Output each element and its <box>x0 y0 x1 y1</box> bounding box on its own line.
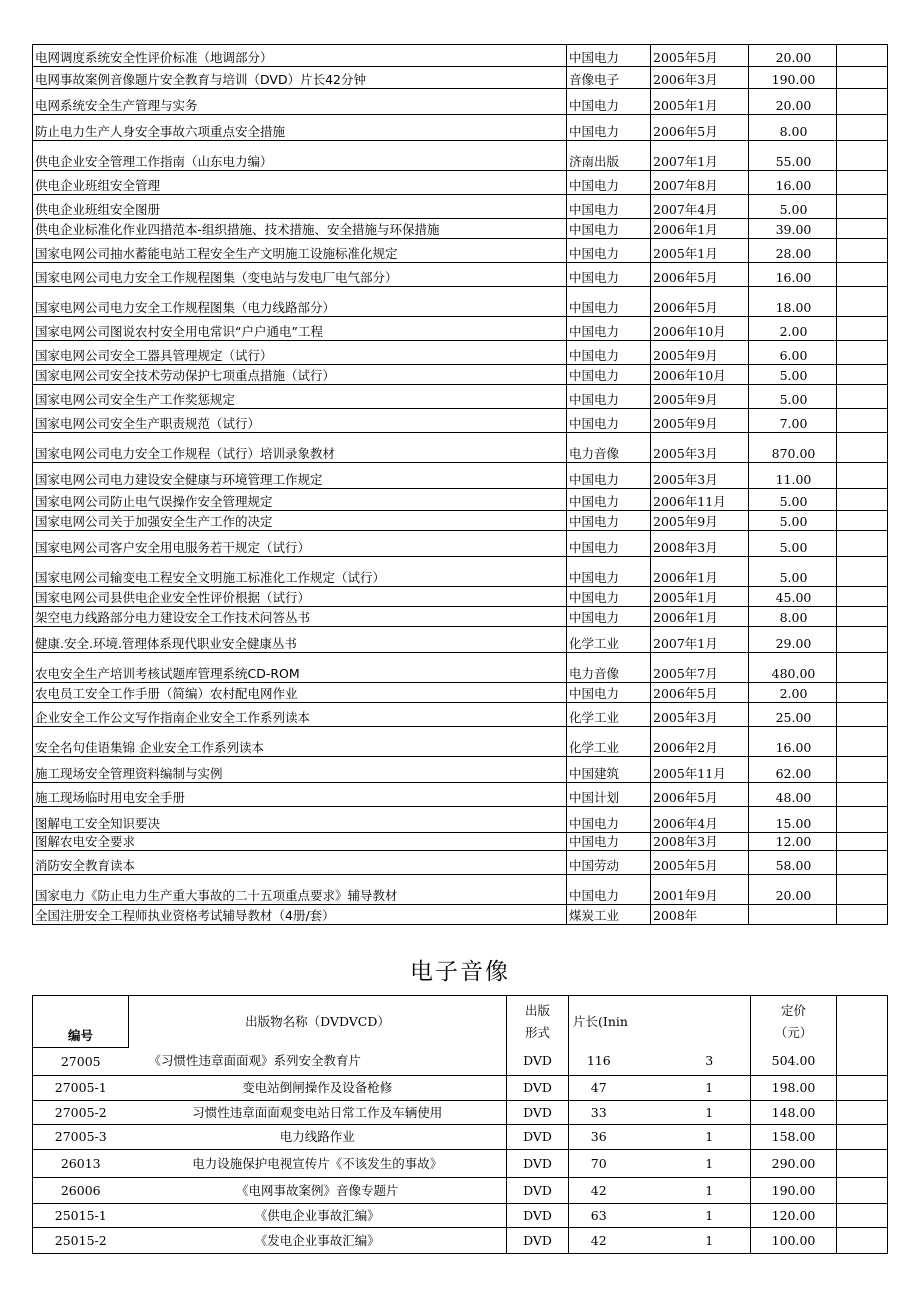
book-price: 20.00 <box>749 875 837 905</box>
book-title: 施工现场临时用电安全手册 <box>33 783 567 807</box>
book-publisher: 中国计划 <box>567 783 651 807</box>
book-date: 2006年10月 <box>651 317 749 341</box>
book-publisher: 中国电力 <box>567 463 651 489</box>
header-length: 片长(Inin <box>569 996 669 1048</box>
book-title: 企业安全工作公文写作指南企业安全工作系列读本 <box>33 703 567 727</box>
header-extra <box>837 996 888 1048</box>
av-row <box>33 1204 888 1228</box>
av-code: 27005-1 <box>33 1076 129 1101</box>
book-row <box>33 141 888 171</box>
book-price: 5.00 <box>749 531 837 557</box>
book-date: 2005年3月 <box>651 433 749 463</box>
book-date: 2005年1月 <box>651 89 749 115</box>
book-publisher: 电力音像 <box>567 653 651 683</box>
book-publisher: 中国电力 <box>567 263 651 287</box>
book-row <box>33 195 888 219</box>
book-title: 国家电网公司电力安全工作规程图集（电力线路部分） <box>33 287 567 317</box>
book-date: 2005年7月 <box>651 653 749 683</box>
book-price: 39.00 <box>749 219 837 239</box>
book-extra <box>837 653 888 683</box>
book-row <box>33 511 888 531</box>
av-extra <box>837 1178 888 1204</box>
book-publisher: 中国电力 <box>567 341 651 365</box>
book-row <box>33 287 888 317</box>
book-title: 电网调度系统安全性评价标准（地调部分） <box>33 45 567 67</box>
book-price: 2.00 <box>749 683 837 703</box>
book-extra <box>837 627 888 653</box>
book-row <box>33 489 888 511</box>
book-title: 电网事故案例音像题片安全教育与培训（DVD）片长42分钟 <box>33 67 567 89</box>
book-date: 2005年9月 <box>651 409 749 433</box>
section-title: 电子音像 <box>410 959 510 985</box>
book-title: 国家电网公司电力安全工作规程（试行）培训录象教材 <box>33 433 567 463</box>
book-extra <box>837 557 888 587</box>
book-publisher: 中国电力 <box>567 409 651 433</box>
book-date: 2006年11月 <box>651 489 749 511</box>
book-publisher: 中国电力 <box>567 683 651 703</box>
book-date: 2006年3月 <box>651 67 749 89</box>
av-qty: 1 <box>669 1150 751 1178</box>
book-extra <box>837 489 888 511</box>
av-qty: 1 <box>669 1125 751 1150</box>
av-format: DVD <box>507 1048 569 1076</box>
book-row <box>33 463 888 489</box>
book-extra <box>837 341 888 365</box>
book-row <box>33 607 888 627</box>
av-length: 36 <box>569 1125 669 1150</box>
av-price: 504.00 <box>751 1048 837 1076</box>
av-qty: 1 <box>669 1101 751 1125</box>
book-extra <box>837 317 888 341</box>
header-format-line2: 形式 <box>524 1024 550 1040</box>
book-row <box>33 115 888 141</box>
book-publisher: 中国电力 <box>567 807 651 833</box>
av-length: 63 <box>569 1204 669 1228</box>
book-title: 电网系统安全生产管理与实务 <box>33 89 567 115</box>
book-extra <box>837 807 888 833</box>
book-row <box>33 833 888 851</box>
book-title: 供电企业班组安全管理 <box>33 171 567 195</box>
book-row <box>33 239 888 263</box>
book-publisher: 中国电力 <box>567 489 651 511</box>
book-date: 2006年5月 <box>651 263 749 287</box>
book-date: 2005年9月 <box>651 385 749 409</box>
book-title: 国家电网公司抽水蓄能电站工程安全生产文明施工设施标准化规定 <box>33 239 567 263</box>
header-name: 出版物名称（DVDVCD） <box>129 996 507 1048</box>
av-price: 158.00 <box>751 1125 837 1150</box>
book-extra <box>837 171 888 195</box>
book-publisher: 中国电力 <box>567 115 651 141</box>
book-price: 190.00 <box>749 67 837 89</box>
book-row <box>33 409 888 433</box>
av-length: 33 <box>569 1101 669 1125</box>
book-extra <box>837 219 888 239</box>
book-publisher: 中国电力 <box>567 239 651 263</box>
book-title: 防止电力生产人身安全事故六项重点安全措施 <box>33 115 567 141</box>
header-price <box>751 996 837 1048</box>
book-date: 2006年10月 <box>651 365 749 385</box>
book-publisher: 中国电力 <box>567 365 651 385</box>
book-title: 全国注册安全工程师执业资格考试辅导教材（4册/套） <box>33 905 567 925</box>
av-qty: 1 <box>669 1228 751 1254</box>
av-price: 148.00 <box>751 1101 837 1125</box>
book-extra <box>837 757 888 783</box>
book-title: 安全名句佳语集锦 企业安全工作系列读本 <box>33 727 567 757</box>
book-row <box>33 89 888 115</box>
book-price: 5.00 <box>749 385 837 409</box>
book-price: 16.00 <box>749 171 837 195</box>
av-code: 27005-2 <box>33 1101 129 1125</box>
book-extra <box>837 905 888 925</box>
book-row <box>33 317 888 341</box>
book-date: 2006年2月 <box>651 727 749 757</box>
book-price: 5.00 <box>749 511 837 531</box>
book-title: 国家电网公司县供电企业安全性评价根据（试行） <box>33 587 567 607</box>
book-extra <box>837 385 888 409</box>
av-length: 42 <box>569 1178 669 1204</box>
book-extra <box>837 67 888 89</box>
book-price: 15.00 <box>749 807 837 833</box>
book-title: 消防安全教育读本 <box>33 851 567 875</box>
book-date: 2007年4月 <box>651 195 749 219</box>
av-name: 《发电企业事故汇编》 <box>129 1228 507 1254</box>
book-date: 2006年5月 <box>651 683 749 703</box>
book-title: 图解农电安全要求 <box>33 833 567 851</box>
book-title: 国家电网公司图说农村安全用电常识“户户通电”工程 <box>33 317 567 341</box>
av-row <box>33 1101 888 1125</box>
av-row <box>33 1228 888 1254</box>
book-title: 国家电网公司输变电工程安全文明施工标准化工作规定（试行） <box>33 557 567 587</box>
av-qty: 1 <box>669 1178 751 1204</box>
av-table <box>32 995 888 1254</box>
book-row <box>33 365 888 385</box>
av-name: 《习惯性违章面面观》系列安全教育片 <box>148 1053 362 1069</box>
book-date: 2005年1月 <box>651 239 749 263</box>
av-format: DVD <box>507 1101 569 1125</box>
book-price: 480.00 <box>749 653 837 683</box>
book-title: 国家电网公司防止电气误操作安全管理规定 <box>33 489 567 511</box>
book-extra <box>837 409 888 433</box>
book-publisher: 中国电力 <box>567 89 651 115</box>
book-date: 2005年5月 <box>651 851 749 875</box>
av-extra <box>837 1125 888 1150</box>
book-title: 国家电力《防止电力生产重大事故的二十五项重点要求》辅导教材 <box>33 875 567 905</box>
av-code: 26006 <box>33 1178 129 1204</box>
av-name: 《供电企业事故汇编》 <box>129 1204 507 1228</box>
book-title: 供电企业安全管理工作指南（山东电力编） <box>33 141 567 171</box>
book-publisher: 中国电力 <box>567 587 651 607</box>
book-date: 2008年3月 <box>651 833 749 851</box>
book-title: 国家电网公司安全生产职责规范（试行） <box>33 409 567 433</box>
av-format: DVD <box>507 1204 569 1228</box>
book-publisher: 中国电力 <box>567 219 651 239</box>
book-title: 国家电网公司安全技术劳动保护七项重点措施（试行） <box>33 365 567 385</box>
av-format: DVD <box>507 1076 569 1101</box>
book-publisher: 中国电力 <box>567 511 651 531</box>
book-publisher: 中国电力 <box>567 195 651 219</box>
av-price: 290.00 <box>751 1150 837 1178</box>
book-extra <box>837 263 888 287</box>
book-extra <box>837 365 888 385</box>
av-row <box>33 1178 888 1204</box>
av-length: 116 <box>569 1048 669 1076</box>
book-extra <box>837 287 888 317</box>
book-price: 7.00 <box>749 409 837 433</box>
av-header-row <box>33 996 888 1048</box>
av-row <box>33 1076 888 1101</box>
book-row <box>33 757 888 783</box>
book-title: 国家电网公司关于加强安全生产工作的决定 <box>33 511 567 531</box>
av-format: DVD <box>507 1125 569 1150</box>
book-title: 国家电网公司电力建设安全健康与环境管理工作规定 <box>33 463 567 489</box>
av-price: 198.00 <box>751 1076 837 1101</box>
av-extra <box>837 1150 888 1178</box>
av-name: 电力设施保护电视宣传片《不该发生的事故》 <box>129 1150 507 1178</box>
av-extra <box>837 1204 888 1228</box>
book-row <box>33 45 888 67</box>
book-price: 12.00 <box>749 833 837 851</box>
book-date: 2006年4月 <box>651 807 749 833</box>
header-format-line1: 出版 <box>524 1002 550 1018</box>
book-row <box>33 905 888 925</box>
book-row <box>33 807 888 833</box>
book-date: 2005年9月 <box>651 511 749 531</box>
book-price: 8.00 <box>749 115 837 141</box>
av-price: 190.00 <box>751 1178 837 1204</box>
av-qty: 1 <box>669 1204 751 1228</box>
book-price: 55.00 <box>749 141 837 171</box>
book-price: 8.00 <box>749 607 837 627</box>
book-row <box>33 627 888 653</box>
book-extra <box>837 851 888 875</box>
book-price: 20.00 <box>749 45 837 67</box>
book-price: 5.00 <box>749 489 837 511</box>
av-code: 25015-1 <box>33 1204 129 1228</box>
av-extra <box>837 1048 888 1076</box>
book-row <box>33 341 888 365</box>
book-extra <box>837 683 888 703</box>
book-row <box>33 727 888 757</box>
book-price: 11.00 <box>749 463 837 489</box>
book-row <box>33 67 888 89</box>
av-price: 100.00 <box>751 1228 837 1254</box>
book-title: 农电员工安全工作手册（简编）农村配电网作业 <box>33 683 567 703</box>
book-publisher: 中国电力 <box>567 557 651 587</box>
book-publisher: 化学工业 <box>567 627 651 653</box>
book-date: 2005年3月 <box>651 703 749 727</box>
av-code: 25015-2 <box>33 1228 129 1254</box>
book-date: 2006年5月 <box>651 783 749 807</box>
book-price: 62.00 <box>749 757 837 783</box>
av-row <box>33 1125 888 1150</box>
av-length: 47 <box>569 1076 669 1101</box>
book-publisher: 音像电子 <box>567 67 651 89</box>
book-title: 施工现场安全管理资料编制与实例 <box>33 757 567 783</box>
book-publisher: 中国电力 <box>567 531 651 557</box>
header-format <box>507 996 569 1048</box>
book-price <box>749 905 837 925</box>
book-publisher: 中国电力 <box>567 171 651 195</box>
book-price: 2.00 <box>749 317 837 341</box>
book-publisher: 中国建筑 <box>567 757 651 783</box>
book-extra <box>837 433 888 463</box>
av-extra <box>837 1228 888 1254</box>
book-extra <box>837 89 888 115</box>
book-date: 2005年5月 <box>651 45 749 67</box>
book-publisher: 中国劳动 <box>567 851 651 875</box>
book-publisher: 中国电力 <box>567 287 651 317</box>
book-publisher: 中国电力 <box>567 833 651 851</box>
book-extra <box>837 783 888 807</box>
header-blank <box>669 996 751 1048</box>
book-extra <box>837 115 888 141</box>
book-date: 2001年9月 <box>651 875 749 905</box>
book-extra <box>837 195 888 219</box>
book-publisher: 济南出版 <box>567 141 651 171</box>
av-extra <box>837 1076 888 1101</box>
book-date: 2007年1月 <box>651 627 749 653</box>
book-publisher: 电力音像 <box>567 433 651 463</box>
book-price: 58.00 <box>749 851 837 875</box>
av-row <box>33 1048 888 1076</box>
av-format: DVD <box>507 1178 569 1204</box>
book-title: 国家电网公司电力安全工作规程图集（变电站与发电厂电气部分） <box>33 263 567 287</box>
book-row <box>33 531 888 557</box>
book-price: 20.00 <box>749 89 837 115</box>
book-row <box>33 703 888 727</box>
book-price: 6.00 <box>749 341 837 365</box>
book-price: 5.00 <box>749 195 837 219</box>
book-row <box>33 433 888 463</box>
book-row <box>33 263 888 287</box>
av-name: 变电站倒闸操作及设备枪修 <box>129 1076 507 1101</box>
book-extra <box>837 463 888 489</box>
book-price: 16.00 <box>749 727 837 757</box>
book-date: 2006年5月 <box>651 287 749 317</box>
book-date: 2006年1月 <box>651 219 749 239</box>
book-date: 2005年3月 <box>651 463 749 489</box>
book-publisher: 中国电力 <box>567 607 651 627</box>
book-publisher: 煤炭工业 <box>567 905 651 925</box>
av-format: DVD <box>507 1150 569 1178</box>
header-price-line1: 定价 <box>780 1002 806 1018</box>
av-length: 42 <box>569 1228 669 1254</box>
book-row <box>33 219 888 239</box>
book-date: 2006年5月 <box>651 115 749 141</box>
book-publisher: 化学工业 <box>567 727 651 757</box>
av-name: 习惯性违章面面观变电站日常工作及车辆使用 <box>129 1101 507 1125</box>
book-publisher: 化学工业 <box>567 703 651 727</box>
av-name: 电力线路作业 <box>129 1125 507 1150</box>
av-name: 《电网事故案例》音像专题片 <box>129 1178 507 1204</box>
book-row <box>33 683 888 703</box>
book-title: 健康.安全.环境.管理体系现代职业安全健康丛书 <box>33 627 567 653</box>
av-code: 27005 <box>33 1048 129 1076</box>
book-date: 2005年11月 <box>651 757 749 783</box>
book-extra <box>837 875 888 905</box>
book-price: 5.00 <box>749 557 837 587</box>
book-price: 25.00 <box>749 703 837 727</box>
book-row <box>33 875 888 905</box>
header-code: 编号 <box>33 996 129 1048</box>
book-date: 2006年1月 <box>651 557 749 587</box>
book-title: 供电企业标准化作业四措范本-组织措施、技术措施、安全措施与环保措施 <box>33 219 567 239</box>
book-date: 2005年9月 <box>651 341 749 365</box>
av-format: DVD <box>507 1228 569 1254</box>
book-extra <box>837 531 888 557</box>
book-price: 48.00 <box>749 783 837 807</box>
book-title: 国家电网公司安全工器具管理规定（试行） <box>33 341 567 365</box>
book-extra <box>837 239 888 263</box>
book-publisher: 中国电力 <box>567 45 651 67</box>
book-price: 870.00 <box>749 433 837 463</box>
book-title: 架空电力线路部分电力建设安全工作技术问答丛书 <box>33 607 567 627</box>
book-row <box>33 587 888 607</box>
book-title: 国家电网公司安全生产工作奖惩规定 <box>33 385 567 409</box>
av-length: 70 <box>569 1150 669 1178</box>
book-price: 5.00 <box>749 365 837 385</box>
book-row <box>33 557 888 587</box>
book-extra <box>837 45 888 67</box>
av-qty: 1 <box>669 1076 751 1101</box>
book-extra <box>837 587 888 607</box>
book-row <box>33 653 888 683</box>
book-date: 2008年 <box>651 905 749 925</box>
book-extra <box>837 833 888 851</box>
book-publisher: 中国电力 <box>567 317 651 341</box>
book-date: 2007年1月 <box>651 141 749 171</box>
book-extra <box>837 141 888 171</box>
book-price: 28.00 <box>749 239 837 263</box>
av-extra <box>837 1101 888 1125</box>
book-list-table <box>32 44 888 925</box>
book-row <box>33 171 888 195</box>
book-date: 2007年8月 <box>651 171 749 195</box>
book-title: 国家电网公司客户安全用电服务若干规定（试行） <box>33 531 567 557</box>
book-price: 18.00 <box>749 287 837 317</box>
book-extra <box>837 727 888 757</box>
book-extra <box>837 511 888 531</box>
av-code: 27005-3 <box>33 1125 129 1150</box>
av-price: 120.00 <box>751 1204 837 1228</box>
book-price: 45.00 <box>749 587 837 607</box>
book-publisher: 中国电力 <box>567 385 651 409</box>
book-row <box>33 783 888 807</box>
book-price: 16.00 <box>749 263 837 287</box>
book-date: 2005年1月 <box>651 587 749 607</box>
book-title: 农电安全生产培训考核试题库管理系统CD-ROM <box>33 653 567 683</box>
book-row <box>33 385 888 409</box>
av-qty: 3 <box>705 1053 714 1069</box>
book-date: 2008年3月 <box>651 531 749 557</box>
book-date: 2006年1月 <box>651 607 749 627</box>
book-row <box>33 851 888 875</box>
header-price-line2: （元） <box>774 1024 813 1040</box>
book-title: 供电企业班组安全图册 <box>33 195 567 219</box>
av-row <box>33 1150 888 1178</box>
book-extra <box>837 607 888 627</box>
book-publisher: 中国电力 <box>567 875 651 905</box>
book-extra <box>837 703 888 727</box>
av-code: 26013 <box>33 1150 129 1178</box>
book-price: 29.00 <box>749 627 837 653</box>
book-title: 图解电工安全知识要决 <box>33 807 567 833</box>
